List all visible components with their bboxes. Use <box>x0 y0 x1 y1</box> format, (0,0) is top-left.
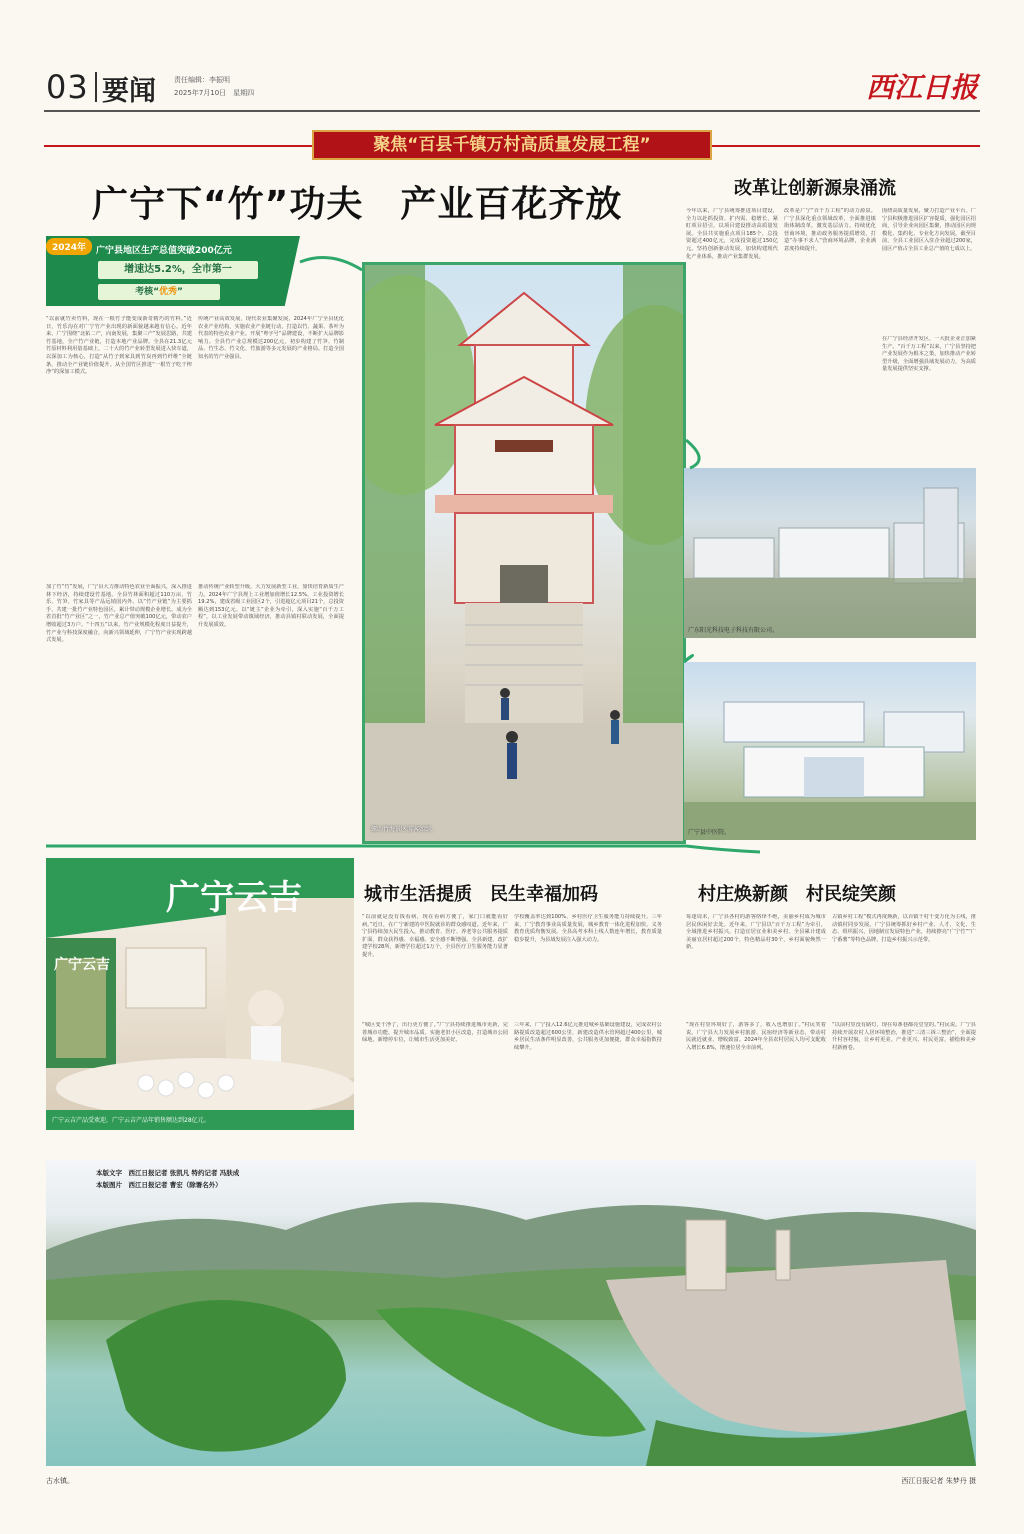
article-column-8b: “以前村里没有路灯，现在每条巷都亮堂堂的。”村民说。广宁县持续开展农村人居环境整治，推进“三清三拆三整治”，全面提升村容村貌，让乡村更美、产业更兴、村民更富，描绘和美乡村新画卷。 <box>832 1022 976 1051</box>
year-tag: 2024年 <box>46 238 92 255</box>
factory-caption: 广东阳光科技电子科技有限公司。 <box>688 627 779 634</box>
store-sign-small: 广宁云吉 <box>54 957 110 973</box>
article-column-5b: “城区变干净了，出行更方便了。”广宁县持续推进城市更新，完善城市功能，提升城市品质。实施老旧小区改造，打造城市公园绿地，新增停车位，让城市生活更加美好。 <box>362 1022 508 1044</box>
rating-prefix: 考核“ <box>135 287 159 297</box>
article-column-1: “以前就竹卖竹料，现在一根竹子能变成新奇精巧的竹料。”近日，竹乐沟在对广宁竹产业出现的新面貌越来越有信心。近年来，广宁围绕“北拓二产，向南发展，集聚三产”发展思路，共建竹基地，全产竹产业链，打造本地产业品牌。全县在21.3亿元竹原材料利用量基础上，二十大的竹产业转型发展进入快车道，以深加工为核心，打造“从竹子到家具到竹炭再到竹纤维”全链条，推动全产业链价值提升。从全国竹区推进“一根竹子吃干榨净”的深加工模式。 <box>46 316 192 376</box>
hospital-caption: 广宁县中医院。 <box>688 829 731 836</box>
article-column-8: 古镇乡村工程“模式再度焕新，以百镇千村千变万化为主线，推动镇村同步发展。广宁县统筹抓好乡村产业、人才、文化、生态、组织振兴，因地制宜发展特色产业，持续擦亮“广宁竹”“广宁番薯”等特色品牌，打造乡村振兴示范带。 <box>832 914 976 943</box>
article-column-1b: 加了竹“竹”发展，广宁县大力推动特色农业全面振兴，深入推进林下经济，持续建设竹基地。全县竹林面积超过110万亩，竹乐、竹笋、竹家具等产品远销国内外。以“竹产业链”为主要抓手，共建一批竹产业特色园区，累计带动规模企业增长。成为全省首批“竹产业区”之一，竹产业总产值突破100亿元，带动农户增收超过3万户。“十四五”以来，竹产业规模化程度日益提升，竹产业与科技深度融合，向新兴领域延伸，广宁竹产业实现跨越式发展。 <box>46 584 192 644</box>
article-column-4: 围绕高质量发展，聚力打造产业平台。广宁县积极推进园区扩容提质，强化园区招商，引导企业向园区集聚，推动园区向规模化、集约化、专业化方向发展。截至目前，全县工业园区入驻企业超过200家，园区产值占全县工业总产值的七成以上。 <box>882 208 976 252</box>
article-column-6: 学校覆盖率达到100%，乡村医疗卫生服务能力持续提升。三年来，广宁教育事业高质量发展，城乡教育一体化进程加快，义务教育优质均衡发展。全县高考本科上线人数连年增长，教育质量稳步提升，为县域发展注入强大动力。 <box>514 914 662 943</box>
aerial-photo <box>46 1160 976 1466</box>
masthead-logo: 西江日报 <box>865 71 978 104</box>
section-title: 要闻 <box>102 76 156 107</box>
page-number: 03 <box>46 68 89 106</box>
article-column-7b: “现在村里环境好了，游客多了，收入也增加了。”村民笑着说。广宁县大力发展乡村旅游、民宿经济等新业态，带动村民就近就业、增收致富。2024年全县农村居民人均可支配收入增长6.8%，增速位居全市前列。 <box>686 1022 826 1051</box>
rating-highlight: 优秀 <box>158 287 177 297</box>
footer-photographer: 西江日报记者 朱梦丹 摄 <box>901 1477 976 1485</box>
rating-suffix: ” <box>177 287 183 297</box>
article-column-3: 今年以来，广宁县统筹推进项目建设，全力以赴抓投资、扩内需、稳增长，紧盯项目招引，以项目建设推动高质量发展。全县共实施重点项目185个，总投资超过400亿元，完成投资超过150亿元。坚持创新驱动发展，加快构建现代化产业体系，推动产业集群发展。 <box>686 208 778 260</box>
growth-pill: 增速达5.2%，全市第一 <box>98 261 258 279</box>
article-column-5: “以前就是没有钱看病，现在看病方便了，家门口就能看好病。”近日，在广宁新建的中医院就诊的群众感叹道。近年来，广宁县持续加大民生投入，推动教育、医疗、养老等公共服务提质扩面，群众获得感、幸福感、安全感不断增强。全县新建、改扩建学校28所，新增学位超过1万个，全县医疗卫生服务能力显著提升。 <box>362 914 508 958</box>
date-line: 2025年7月10日 星期四 <box>174 89 255 97</box>
store-sign: 广宁云吉 <box>166 878 302 918</box>
store-photo <box>46 858 354 1130</box>
village-subhead: 村庄焕新颜 村民绽笑颜 <box>698 884 896 905</box>
city-subhead: 城市生活提质 民生幸福加码 <box>364 884 598 905</box>
credit-text: 本版文字 西江日报记者 张凯凡 特约记者 冯肤成 <box>96 1169 240 1177</box>
article-column-2: 传统产业高效发展，现代农业集聚发展，2024年广宁全县优化农业产业结构，实施农业产业链行动，打造以竹、蔬果、茶叶为代表的特色农业产业。开展“粤字号”品牌建设，不断扩大品牌影响力。全县竹产业总规模达200亿元，初步构建了竹笋、竹制品、竹生态、竹文化、竹旅游等多元发展的产业格局。打造全国知名的竹产业强县。 <box>198 316 344 360</box>
article-column-7: 每逢周末，广宁县各村的游客络绎不绝，美丽乡村成为城市居民休闲好去处。近年来，广宁县以“百千万工程”为牵引，全域推进乡村振兴，打造宜居宜业和美乡村。全县累计建成美丽宜居村超过200个，特色精品村30个，乡村面貌焕然一新。 <box>686 914 826 951</box>
pavilion-caption: 螺山竹海景区游客如织。 <box>371 826 438 833</box>
topic-banner: 聚焦“百县千镇万村高质量发展工程” <box>312 130 712 160</box>
store-caption: 广宁云吉产品受欢迎，广宁云吉产品年销售额达到28亿元。 <box>52 1117 210 1124</box>
aerial-illustration <box>46 1160 976 1466</box>
gdp-line: 广宁县地区生产总值突破200亿元 <box>96 246 232 256</box>
article-column-4b: 在广宁县经济开发区，一大批企业正加紧生产。“百千万工程”以来，广宁县坚持把产业发展作为根本之策，加快推动产业转型升级，全面增强县域发展动力，为高质量发展提供坚实支撑。 <box>882 336 976 373</box>
article-column-6b: 三年来，广宁投入12.6亿元推进城乡基础设施建设，完成农村公路提质改造超过600公里，新建改造供水管网超过400公里，城乡居民生活条件明显改善，公共服务更加便捷，群众幸福指数持续攀升。 <box>514 1022 662 1051</box>
article-column-3b: 改革是广宁“百千万工程”的动力源泉。广宁县深化重点领域改革，全面推进镇街体制改革，激发基层活力。持续优化营商环境，推动政务服务提质增效，打造“办事不求人”营商环境品牌，企业满意度持续提升。 <box>784 208 876 252</box>
credit-photo: 本版图片 西江日报记者 曹宏（除署名外） <box>96 1181 222 1189</box>
footer-caption: 古水镇。 <box>46 1477 74 1485</box>
main-headline: 广宁下“竹”功夫 产业百花齐放 <box>92 184 623 225</box>
reform-subhead: 改革让创新源泉涌流 <box>734 178 896 199</box>
editor-line: 责任编辑：李振明 <box>174 76 230 84</box>
article-column-2b: 推动传统产业转型升级，大力发展新型工业，加快培育新质生产力。2024年广宁县规上工业增加值增长12.5%，工业投资增长19.2%，建成省级工业园区2个，引进超亿元项目21个，总投资额达到153亿元。以“链主”企业为牵引，深入实施“百千万工程”，以工业发展带动镇域经济，推动县镇村联动发展，全面提升发展质效。 <box>198 584 344 628</box>
